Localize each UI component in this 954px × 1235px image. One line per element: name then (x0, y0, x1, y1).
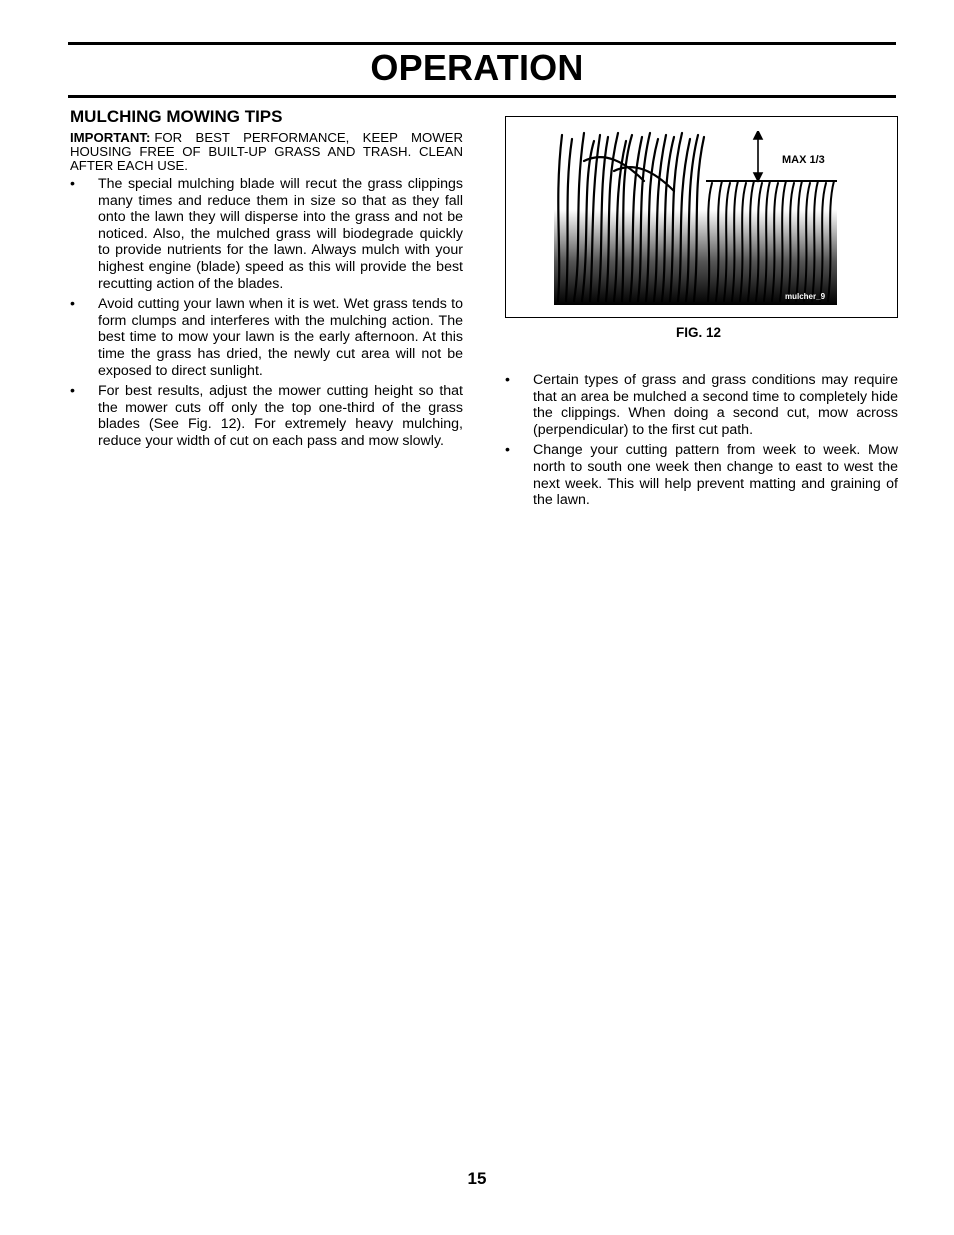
bullet-glyph: • (70, 176, 75, 192)
bullet-text: Certain types of grass and grass conditions may require that an area be mulched a second time to completely hide the clippings. When doing a second cut, mow across (perpendicular) to the first cut path. (533, 372, 898, 438)
bullet-text: Change your cutting pattern from week to week. Mow north to south one week then change to east to west the next week. This will help prevent matting and graining of the lawn. (533, 442, 898, 509)
figure-caption: FIG. 12 (676, 325, 722, 340)
section-heading: MULCHING MOWING TIPS (70, 107, 283, 126)
left-column (70, 107, 463, 454)
list-item (505, 442, 898, 508)
bullet-text: Avoid cutting your lawn when it is wet. Wet grass tends to form clumps and interferes with the mulching action. The best time to mow your lawn is the early afternoon. At this time the grass has dried, the newly cut area will not be exposed to direct sunlight. (98, 296, 463, 379)
important-text: FOR BEST PERFORMANCE, KEEP MOWER HOUSING FREE OF BUILT-UP GRASS AND TRASH. CLEAN AFTER EACH USE. (70, 130, 463, 173)
bullet-text: For best results, adjust the mower cutting height so that the mower cuts off only the top one-third of the grass blades (See Fig. 12). For extremely heavy mulching, reduce your width of cut on each pass and mow slowly. (98, 383, 463, 449)
right-column (505, 372, 898, 513)
important-note (70, 131, 463, 173)
bullet-text: The special mulching blade will recut the grass clippings many times and reduce them in size so that as they fall onto the lawn they will disperse into the grass and not be noticed. Also, the mulched grass will biodegrade quickly to provide nutrients for the lawn. Always mulch with your highest engine (blade) speed as this will provide the best recutting action of the blades. (98, 176, 463, 292)
header-top-rule (68, 42, 896, 45)
bullet-glyph: • (505, 442, 510, 459)
left-bullet-list (70, 176, 463, 450)
bullet-glyph: • (70, 383, 75, 400)
list-item (505, 372, 898, 438)
important-label: IMPORTANT: (70, 130, 151, 145)
bullet-glyph: • (70, 296, 75, 313)
figure-frame (505, 116, 898, 318)
list-item (70, 383, 463, 449)
list-item (70, 296, 463, 379)
header-bottom-rule (68, 95, 896, 98)
page-title: OPERATION (370, 47, 584, 88)
max-height-label: MAX 1/3 (782, 154, 825, 166)
page-number: 15 (467, 1169, 487, 1188)
image-id-label: mulcher_9 (785, 292, 826, 301)
bullet-glyph: • (505, 372, 510, 388)
list-item (70, 176, 463, 292)
right-bullet-list (505, 372, 898, 509)
